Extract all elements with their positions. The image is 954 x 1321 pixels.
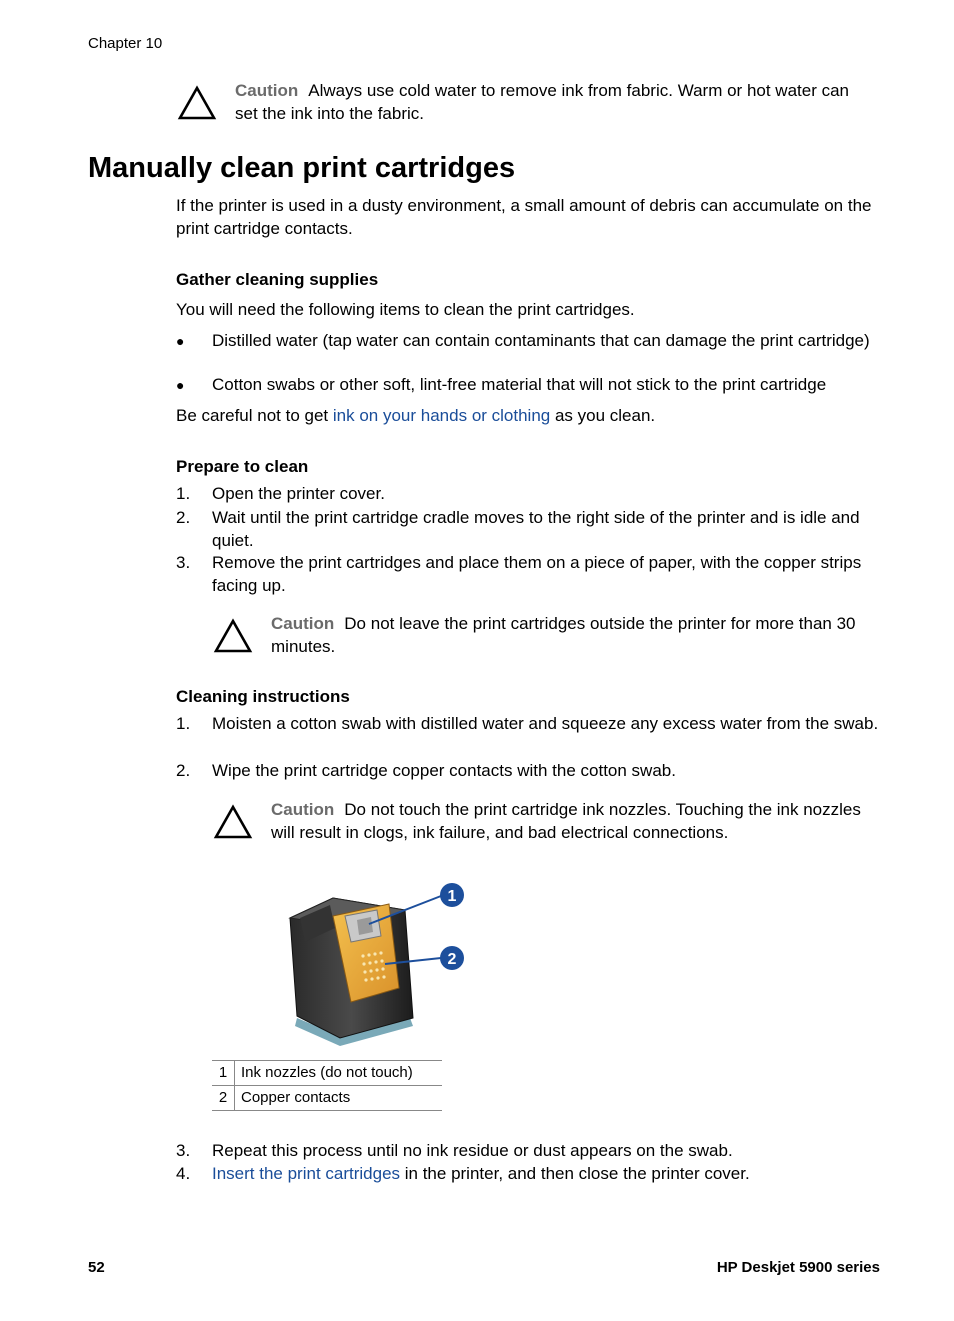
- step-number: 1.: [176, 484, 191, 503]
- list-item: [176, 374, 881, 397]
- cleaning-heading: Cleaning instructions: [176, 687, 350, 706]
- step-text: Repeat this process until no ink residue or dust appears on the swab.: [212, 1141, 733, 1160]
- step-item: [176, 1163, 881, 1186]
- caution-text: Do not touch the print cartridge ink nozzles. Touching the ink nozzles will result in clogs, ink failure, and bad electrical connections.: [271, 800, 861, 842]
- page-number: 52: [88, 1259, 105, 1276]
- intro-paragraph: If the printer is used in a dusty environment, a small amount of debris can accumulate on the print cartridge contacts.: [176, 196, 872, 238]
- chapter-header: Chapter 10: [88, 35, 163, 52]
- step-number: 4.: [176, 1164, 191, 1183]
- caution-text: Always use cold water to remove ink from fabric. Warm or hot water can set the ink into the fabric.: [235, 81, 850, 123]
- caution-note-fabric: [177, 80, 882, 126]
- step-text: Wait until the print cartridge cradle moves to the right side of the printer and is idle and quiet.: [212, 508, 860, 550]
- callout-number-1: 1: [447, 888, 457, 905]
- gather-intro: You will need the following items to clean the print cartridges.: [176, 300, 635, 319]
- caution-note-time: [213, 613, 883, 659]
- list-item-text: Cotton swabs or other soft, lint-free material that will not stick to the print cartridge: [212, 375, 827, 394]
- step-number: 3.: [176, 553, 191, 572]
- step-item: [176, 713, 881, 758]
- caution-triangle-icon: [177, 85, 217, 121]
- step-item: [176, 760, 881, 783]
- step-item: [176, 552, 881, 597]
- legend-label: Ink nozzles (do not touch): [235, 1061, 443, 1086]
- step-text: Moisten a cotton swab with distilled water and squeeze any excess water from the swab.: [212, 714, 879, 733]
- careful-paragraph: [176, 405, 881, 428]
- caution-label: Caution: [271, 614, 335, 633]
- legend-number: 1: [212, 1061, 235, 1086]
- page-title: Manually clean print cartridges: [88, 152, 516, 184]
- step-item: [176, 483, 881, 506]
- step-number: 1.: [176, 714, 191, 733]
- gather-heading: Gather cleaning supplies: [176, 270, 379, 289]
- bullet-icon: ●: [176, 377, 185, 393]
- legend-label: Copper contacts: [235, 1086, 443, 1111]
- step-item: [176, 1140, 881, 1163]
- figure-legend-table: [212, 1060, 442, 1111]
- step-text: Remove the print cartridges and place them on a piece of paper, with the copper strips facing up.: [212, 553, 862, 595]
- step-number: 2.: [176, 761, 191, 780]
- ink-stains-link[interactable]: ink on your hands or clothing: [332, 406, 551, 425]
- step-text: [212, 1163, 882, 1186]
- step-number: 3.: [176, 1141, 191, 1160]
- step-item: [176, 507, 881, 552]
- caution-label: Caution: [271, 800, 335, 819]
- caution-text: Do not leave the print cartridges outside the printer for more than 30 minutes.: [271, 614, 856, 656]
- step-text-rest: in the printer, and then close the printer cover.: [400, 1164, 750, 1183]
- step-number: 2.: [176, 508, 191, 527]
- table-row: [212, 1086, 442, 1111]
- callout-number-2: 2: [447, 951, 457, 968]
- product-name: HP Deskjet 5900 series: [716, 1259, 880, 1276]
- caution-label: Caution: [235, 81, 299, 100]
- list-item: [176, 330, 881, 375]
- step-text: Open the printer cover.: [212, 484, 385, 503]
- insert-cartridges-link[interactable]: Insert the print cartridges: [212, 1164, 401, 1183]
- print-cartridge-illustration: [285, 876, 485, 1052]
- prepare-heading: Prepare to clean: [176, 457, 309, 476]
- legend-number: 2: [212, 1086, 235, 1111]
- careful-text-before: Be careful not to get: [176, 406, 333, 425]
- list-item-text: Distilled water (tap water can contain contaminants that can damage the print cartridge): [212, 331, 870, 350]
- caution-triangle-icon: [213, 618, 253, 654]
- caution-triangle-icon: [213, 804, 253, 840]
- careful-text-after: as you clean.: [550, 406, 656, 425]
- table-row: [212, 1061, 442, 1086]
- caution-note-nozzles: [213, 799, 883, 845]
- bullet-icon: ●: [176, 333, 185, 349]
- step-text: Wipe the print cartridge copper contacts with the cotton swab.: [212, 761, 676, 780]
